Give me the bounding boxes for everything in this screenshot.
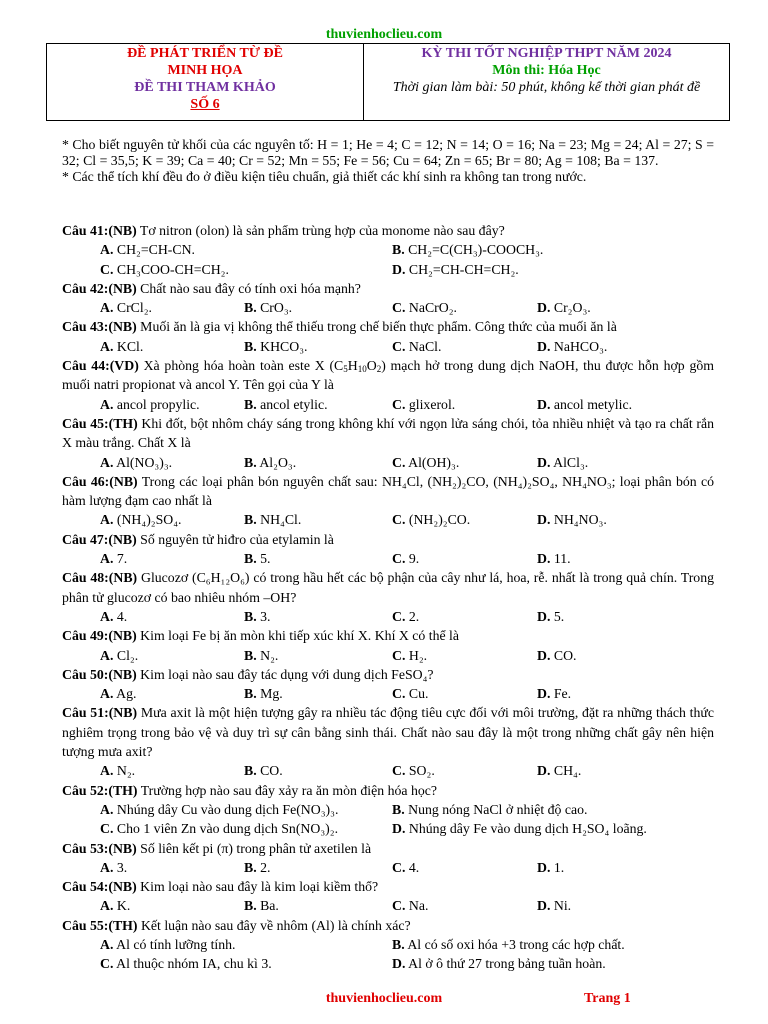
question-text: Tơ nitron (olon) là sản phẩm trùng hợp của monome nào sau đây? xyxy=(136,223,505,238)
question-46 xyxy=(62,472,714,511)
option-a[interactable]: A. K. xyxy=(100,898,131,914)
question-number: Câu 42:(NB) xyxy=(62,280,137,296)
question-number: Câu 50:(NB) xyxy=(62,666,137,682)
question-51 xyxy=(62,703,714,761)
option-b[interactable]: B. N₂. xyxy=(244,647,279,663)
options-row xyxy=(62,510,714,529)
option-b[interactable]: B. NH₄Cl. xyxy=(244,512,302,528)
option-a[interactable]: A. (NH₄)₂SO₄. xyxy=(100,512,182,528)
question-text: Số nguyên tử hiđro của etylamin là xyxy=(136,531,334,547)
question-number: Câu 47:(NB) xyxy=(62,531,137,547)
header-source-line3: ĐỀ THI THAM KHẢO xyxy=(134,80,276,95)
option-d[interactable]: D. Cr₂O₃. xyxy=(537,300,591,316)
option-d[interactable]: D. CO. xyxy=(537,647,577,663)
option-a[interactable]: A. 4. xyxy=(100,608,128,624)
option-c[interactable]: C. glixerol. xyxy=(392,396,456,412)
header-exam-number: SỐ 6 xyxy=(190,97,220,112)
question-44: Câu 44:(VD) Xà phòng hóa hoàn toàn este X $(C_5H_{10}O_2)$ mạch hở trong dung dịch NaOH, thu được hỗn hợp gồm muối natri propionat và ancol Y. Tên gọi của Y là xyxy=(62,358,714,393)
option-d[interactable]: D. NaHCO₃. xyxy=(537,338,608,354)
header-source-line2: MINH HỌA xyxy=(167,63,243,78)
question-42 xyxy=(62,279,714,298)
option-a[interactable]: A. KCl. xyxy=(100,338,144,354)
note-atomic-masses: * Cho biết nguyên tử khối của các nguyên tố: H = 1; He = 4; C = 12; N = 14; O = 16; Na = 23; Mg = 24; Al = 27; S = 32; Cl = 35,5; K = 39; Ca = 40; Cr = 52; Mn = 55; Fe = 56; Cu = 64; Zn = 65; Br = 80; Ag = 108; Ba = 137. xyxy=(62,137,714,168)
option-c[interactable]: C. 2. xyxy=(392,608,420,624)
option-b[interactable]: B. Al có số oxi hóa +3 trong các hợp chất. xyxy=(392,936,625,952)
option-d[interactable]: D. ancol metylic. xyxy=(537,396,633,412)
note-gas-conditions: * Các thể tích khí đều đo ở điều kiện tiêu chuẩn, giả thiết các khí sinh ra không tan trong nước. xyxy=(62,169,587,184)
options-row xyxy=(62,896,714,915)
atomic-mass-notes xyxy=(62,137,714,185)
option-c[interactable]: C. Al(OH)₃. xyxy=(392,454,460,470)
question-list xyxy=(62,221,714,974)
question-text: Glucozơ (C₆H₁₂O₆) có trong hầu hết các bộ phận của cây như lá, hoa, rễ. nhất là trong quả chín. Trong phân tử glucozơ có bao nhiêu nhóm –OH? xyxy=(62,570,714,605)
option-c[interactable]: C. Cho 1 viên Zn vào dung dịch Sn(NO₃)₂. xyxy=(100,821,339,837)
question-text: Chất nào sau đây có tính oxi hóa mạnh? xyxy=(136,280,361,296)
exam-time: Thời gian làm bài: 50 phút, không kể thời gian phát đề xyxy=(392,80,701,95)
question-number: Câu 48:(NB) xyxy=(62,570,138,586)
question-54 xyxy=(62,877,714,896)
option-d[interactable]: D. CH₂=CH-CH=CH₂. xyxy=(392,261,519,277)
option-c[interactable]: C. NaCrO₂. xyxy=(392,300,457,316)
option-d[interactable]: D. CH₄. xyxy=(537,763,582,779)
footer-site-link[interactable]: thuvienhoclieu.com xyxy=(325,991,443,1006)
question-number: Câu 43:(NB) xyxy=(62,319,137,335)
question-text: Kim loại Fe bị ăn mòn khi tiếp xúc khí X. Khí X có thể là xyxy=(136,628,459,644)
question-49 xyxy=(62,626,714,645)
exam-header-table xyxy=(46,43,730,121)
option-d[interactable]: D. AlCl₃. xyxy=(537,454,589,470)
option-b[interactable]: B. Mg. xyxy=(244,686,283,702)
option-a[interactable]: A. CH₂=CH-CN. xyxy=(100,242,196,258)
option-d[interactable]: D. Al ở ô thứ 27 trong bảng tuần hoàn. xyxy=(392,956,606,972)
options-row xyxy=(62,684,714,703)
question-50 xyxy=(62,665,714,684)
question-text: Trường hợp nào sau đây xảy ra ăn mòn điện hóa học? xyxy=(137,782,437,798)
option-b[interactable]: B. 3. xyxy=(244,608,271,624)
question-text: Trong các loại phân bón nguyên chất sau: NH₄Cl, (NH₂)₂CO, (NH₄)₂SO₄, NH₄NO₃; loại phân bón có hàm lượng đạm cao nhất là xyxy=(62,473,715,509)
question-45 xyxy=(62,414,714,453)
exam-subject: Môn thi: Hóa Học xyxy=(492,63,601,78)
options-row xyxy=(62,646,714,665)
option-a[interactable]: A. N₂. xyxy=(100,763,136,779)
option-d[interactable]: D. Nhúng dây Fe vào dung dịch H₂SO₄ loãng. xyxy=(392,821,647,837)
exam-title: KỲ THI TỐT NGHIỆP THPT NĂM 2024 xyxy=(421,46,672,61)
option-d[interactable]: D. Fe. xyxy=(537,686,572,702)
question-text: Mưa axit là một hiện tượng gây ra nhiều tác động tiêu cực đối với môi trường, đặt ra những thách thức nghiêm trọng trong bảo vệ và duy trì sự cân bằng sinh thái. Chất nào sau đây là một trong những chất gây nên hiện tượng mưa axit? xyxy=(62,705,714,760)
question-number: Câu 44:(VD) xyxy=(62,358,139,374)
option-c[interactable]: C. Na. xyxy=(392,898,429,914)
question-number: Câu 55:(TH) xyxy=(62,917,138,933)
option-a[interactable]: A. Nhúng dây Cu vào dung dịch Fe(NO₃)₃. xyxy=(100,801,339,817)
option-b[interactable]: B. CH₂=C(CH₃)-COOCH₃. xyxy=(392,242,544,258)
question-number: Câu 51:(NB) xyxy=(62,705,138,721)
question-text: Kim loại nào sau đây là kim loại kiềm thổ? xyxy=(136,879,379,895)
option-b[interactable]: B. CrO₃. xyxy=(244,300,293,316)
question-55 xyxy=(62,916,714,935)
option-c[interactable]: C. (NH₂)₂CO. xyxy=(392,512,471,528)
option-c[interactable]: C. SO₂. xyxy=(392,763,435,779)
option-a[interactable]: A. Ag. xyxy=(100,686,137,702)
question-number: Câu 46:(NB) xyxy=(62,473,138,489)
question-47 xyxy=(62,530,714,549)
question-53 xyxy=(62,839,714,858)
exam-header-left xyxy=(47,44,364,120)
option-d[interactable]: D. 1. xyxy=(537,859,565,875)
question-text: Số liên kết pi (π) trong phân tử axetilen là xyxy=(136,840,372,856)
option-b[interactable]: B. 5. xyxy=(244,551,271,567)
options-row xyxy=(62,298,714,317)
option-a[interactable]: A. ancol propylic. xyxy=(100,396,200,412)
option-b[interactable]: B. Nung nóng NaCl ở nhiệt độ cao. xyxy=(392,801,588,817)
question-number: Câu 45:(TH) xyxy=(62,415,138,431)
page-number: Trang 1 xyxy=(584,991,631,1006)
site-header-link[interactable]: thuvienhoclieu.com xyxy=(325,27,443,42)
question-number: Câu 54:(NB) xyxy=(62,879,137,895)
option-b[interactable]: B. 2. xyxy=(244,859,271,875)
options-row xyxy=(62,858,714,877)
question-text: Muối ăn là gia vị không thể thiếu trong chế biến thực phẩm. Công thức của muối ăn là xyxy=(136,319,617,335)
options-row xyxy=(62,549,714,568)
option-c[interactable]: C. Cu. xyxy=(392,686,429,702)
options-row xyxy=(62,935,714,954)
question-number: Câu 53:(NB) xyxy=(62,840,137,856)
option-c[interactable]: C. Al thuộc nhóm IA, chu kì 3. xyxy=(100,956,272,972)
option-a[interactable]: A. Al(NO₃)₃. xyxy=(100,454,173,470)
header-source-line1: ĐỀ PHÁT TRIỂN TỪ ĐỀ xyxy=(127,46,283,61)
options-row xyxy=(62,761,714,780)
question-text: Kết luận nào sau đây về nhôm (Al) là chính xác? xyxy=(137,917,411,933)
option-d[interactable]: D. 5. xyxy=(537,608,565,624)
option-d[interactable]: D. 11. xyxy=(537,551,571,567)
question-48 xyxy=(62,568,714,607)
option-c[interactable]: C. CH₃COO-CH=CH₂. xyxy=(100,261,229,277)
question-52 xyxy=(62,781,714,800)
options-row xyxy=(62,395,714,414)
options-row xyxy=(62,607,714,626)
question-text: Khi đốt, bột nhôm cháy sáng trong không khí với ngọn lửa sáng chói, tỏa nhiều nhiệt và tạo ra chất rắn X màu trắng. Chất X là xyxy=(62,415,714,451)
question-number: Câu 49:(NB) xyxy=(62,628,137,644)
option-b[interactable]: B. Ba. xyxy=(244,898,279,914)
question-43 xyxy=(62,317,714,336)
option-c[interactable]: C. NaCl. xyxy=(392,338,442,354)
exam-header-right xyxy=(364,44,729,120)
option-a[interactable]: A. Al có tính lưỡng tính. xyxy=(100,936,236,952)
options-row xyxy=(62,337,714,356)
option-d[interactable]: D. NH₄NO₃. xyxy=(537,512,607,528)
option-a[interactable]: A. Cl₂. xyxy=(100,647,139,663)
options-row xyxy=(62,453,714,472)
option-a[interactable]: A. CrCl₂. xyxy=(100,300,152,316)
option-c[interactable]: C. H₂. xyxy=(392,647,428,663)
question-number: Câu 41:(NB) xyxy=(62,223,137,238)
option-c[interactable]: C. 4. xyxy=(392,859,420,875)
question-41 xyxy=(62,221,714,240)
options-row xyxy=(62,819,714,838)
question-text: Kim loại nào sau đây tác dụng với dung dịch FeSO₄? xyxy=(136,666,434,682)
option-d[interactable]: D. Ni. xyxy=(537,898,572,914)
option-b[interactable]: B. ancol etylic. xyxy=(244,396,328,412)
question-number: Câu 52:(TH) xyxy=(62,782,138,798)
option-c[interactable]: C. 9. xyxy=(392,551,420,567)
options-row xyxy=(62,954,714,973)
option-a[interactable]: A. 7. xyxy=(100,551,128,567)
option-b[interactable]: B. KHCO₃. xyxy=(244,338,308,354)
option-b[interactable]: B. CO. xyxy=(244,763,283,779)
options-row xyxy=(62,260,714,279)
options-row xyxy=(62,800,714,819)
option-b[interactable]: B. Al₂O₃. xyxy=(244,454,297,470)
options-row xyxy=(62,240,714,259)
option-a[interactable]: A. 3. xyxy=(100,859,128,875)
